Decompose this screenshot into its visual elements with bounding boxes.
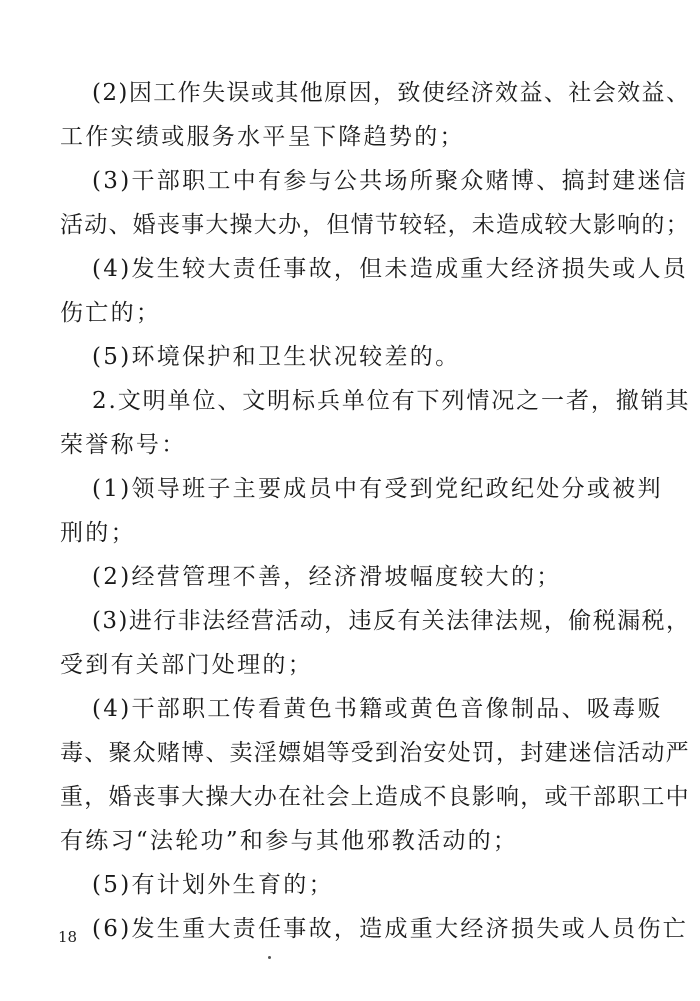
text-line: 荣誉称号：: [60, 432, 187, 458]
page-number: 18: [58, 928, 78, 946]
text-line: (2)经营管理不善，经济滑坡幅度较大的；: [92, 564, 562, 590]
text-line: (4)干部职工传看黄色书籍或黄色音像制品、吸毒贩: [92, 696, 663, 722]
text-line: (3)干部职工中有参与公共场所聚众赌博、搞封建迷信: [92, 168, 689, 194]
text-line: (4)发生较大责任事故，但未造成重大经济损失或人员: [92, 256, 689, 282]
text-line: (2)因工作失误或其他原因，致使经济效益、社会效益、: [92, 80, 691, 106]
text-line: 2.文明单位、文明标兵单位有下列情况之一者，撤销其: [92, 388, 691, 414]
text-line: 刑的；: [60, 520, 136, 546]
text-line: (5)环境保护和卫生状况较差的。: [92, 344, 461, 370]
text-line: (5)有计划外生育的；: [92, 872, 334, 898]
text-line: (3)进行非法经营活动，违反有关法律法规，偷税漏税，: [92, 608, 691, 634]
text-line: 有练习“法轮功”和参与其他邪教活动的；: [60, 828, 519, 854]
text-line: 工作实绩或服务水平呈下降趋势的；: [60, 124, 465, 150]
text-line: 伤亡的；: [60, 300, 162, 326]
text-line: (6)发生重大责任事故，造成重大经济损失或人员伤亡: [92, 916, 689, 942]
text-line: 毒、聚众赌博、卖淫嫖娼等受到治安处罚，封建迷信活动严: [60, 740, 690, 766]
text-line: (1)领导班子主要成员中有受到党纪政纪处分或被判: [92, 476, 663, 502]
text-line: 重，婚丧事大操大办在社会上造成不良影响，或干部职工中: [60, 784, 690, 810]
scan-speck: [268, 956, 271, 959]
text-line: 活动、婚丧事大操大办，但情节较轻，未造成较大影响的；: [60, 212, 690, 238]
text-line: 受到有关部门处理的；: [60, 652, 313, 678]
